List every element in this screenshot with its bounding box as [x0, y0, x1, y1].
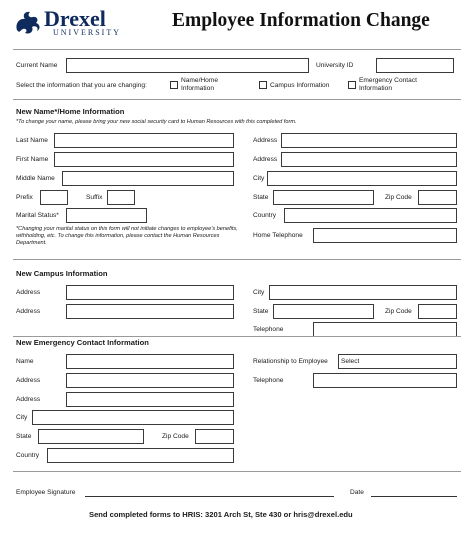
emergency-city-label: City [16, 414, 28, 421]
emergency-country-label: Country [16, 452, 40, 459]
home-city-field[interactable] [267, 171, 457, 186]
emergency-address2-field[interactable] [66, 392, 234, 407]
emergency-country-field[interactable] [47, 448, 234, 463]
home-address1-label: Address [253, 137, 278, 144]
select-prompt: Select the information that you are changing: [16, 82, 147, 89]
emergency-zip-label: Zip Code [162, 433, 189, 440]
campus-telephone-label: Telephone [253, 326, 284, 333]
home-address2-label: Address [253, 156, 278, 163]
emergency-zip-field[interactable] [195, 429, 234, 444]
campus-address2-label: Address [16, 308, 41, 315]
footer-instructions: Send completed forms to HRIS: 3201 Arch St, Ste 430 or hris@drexel.edu [89, 510, 353, 519]
home-country-field[interactable] [284, 208, 457, 223]
home-zip-label: Zip Code [385, 194, 412, 201]
home-phone-label: Home Telephone [253, 232, 303, 239]
emergency-checkbox[interactable] [348, 81, 356, 89]
home-section-heading: New Name*/Home Information [16, 107, 125, 116]
middle-name-field[interactable] [62, 171, 234, 186]
campus-address1-label: Address [16, 289, 41, 296]
top-divider [13, 99, 461, 100]
emergency-address1-label: Address [16, 377, 41, 384]
first-name-field[interactable] [54, 152, 234, 167]
middle-name-label: Middle Name [16, 175, 55, 182]
university-id-field[interactable] [376, 58, 454, 73]
suffix-label: Suffix [86, 194, 103, 201]
marital-note: *Changing your marital status on this form will not initiate changes to employee's benefits, withholding, etc. To change this information, please contact the Human Resources Department. [16, 226, 238, 247]
logo-subtitle: UNIVERSITY [53, 28, 121, 37]
prefix-label: Prefix [16, 194, 33, 201]
page-title: Employee Information Change [172, 10, 430, 31]
marital-status-field[interactable] [66, 208, 147, 223]
emergency-divider [13, 471, 461, 472]
university-id-label: University ID [316, 62, 354, 69]
name-change-note: *To change your name, please bring your new social security card to Human Resources with this completed form. [16, 119, 297, 125]
home-state-label: State [253, 194, 269, 201]
campus-zip-label: Zip Code [385, 308, 412, 315]
suffix-field[interactable] [107, 190, 135, 205]
campus-divider [13, 336, 461, 337]
current-name-field[interactable] [66, 58, 309, 73]
home-address1-field[interactable] [281, 133, 457, 148]
campus-checkbox[interactable] [259, 81, 267, 89]
emergency-telephone-label: Telephone [253, 377, 284, 384]
campus-option: Campus Information [270, 82, 330, 89]
emergency-option: Emergency Contact Information [359, 77, 417, 92]
home-country-label: Country [253, 212, 277, 219]
emergency-state-label: State [16, 433, 32, 440]
relationship-label: Relationship to Employee [253, 358, 328, 365]
emergency-name-label: Name [16, 358, 34, 365]
emergency-address1-field[interactable] [66, 373, 234, 388]
signature-line[interactable] [85, 496, 334, 497]
home-city-label: City [253, 175, 265, 182]
emergency-address2-label: Address [16, 396, 41, 403]
relationship-select[interactable] [338, 354, 457, 369]
emergency-telephone-field[interactable] [313, 373, 457, 388]
name-home-option: Name/Home Information [181, 77, 219, 92]
campus-state-field[interactable] [273, 304, 374, 319]
campus-city-label: City [253, 289, 265, 296]
campus-address1-field[interactable] [66, 285, 234, 300]
current-name-label: Current Name [16, 62, 58, 69]
home-zip-field[interactable] [418, 190, 457, 205]
campus-zip-field[interactable] [418, 304, 457, 319]
campus-section-heading: New Campus Information [16, 269, 108, 278]
marital-status-label: Marital Status* [16, 212, 59, 219]
emergency-state-field[interactable] [38, 429, 144, 444]
date-label: Date [350, 489, 364, 496]
last-name-label: Last Name [16, 137, 48, 144]
emergency-name-field[interactable] [66, 354, 234, 369]
campus-city-field[interactable] [269, 285, 457, 300]
first-name-label: First Name [16, 156, 49, 163]
home-address2-field[interactable] [281, 152, 457, 167]
prefix-field[interactable] [40, 190, 68, 205]
logo-name: Drexel [44, 6, 106, 31]
campus-state-label: State [253, 308, 269, 315]
campus-address2-field[interactable] [66, 304, 234, 319]
dragon-icon [13, 8, 43, 38]
home-phone-field[interactable] [313, 228, 457, 243]
name-home-checkbox[interactable] [170, 81, 178, 89]
drexel-logo [13, 8, 133, 40]
home-state-field[interactable] [273, 190, 374, 205]
emergency-city-field[interactable] [32, 410, 234, 425]
home-divider [13, 259, 461, 260]
campus-telephone-field[interactable] [313, 322, 457, 337]
relationship-selected-value: Select [341, 358, 360, 365]
signature-label: Employee Signature [16, 489, 76, 496]
emergency-section-heading: New Emergency Contact Information [16, 338, 149, 347]
header-divider [13, 49, 461, 50]
last-name-field[interactable] [54, 133, 234, 148]
date-line[interactable] [371, 496, 457, 497]
